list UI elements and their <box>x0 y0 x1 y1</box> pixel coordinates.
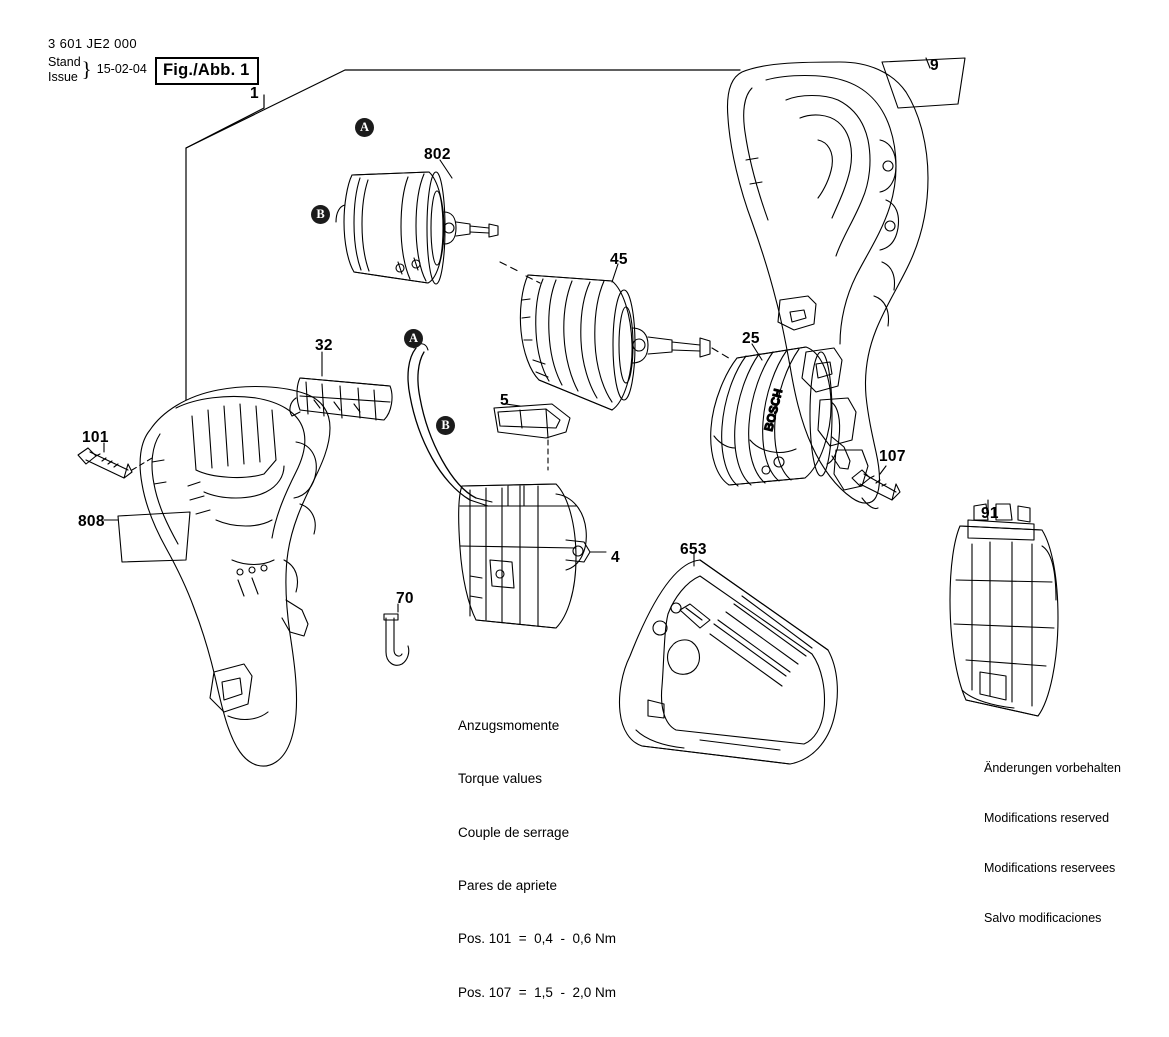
callout-4: 4 <box>611 549 620 566</box>
torque-line-5: Pos. 101 = 0,4 - 0,6 Nm <box>458 931 616 947</box>
part-4-module <box>459 484 606 628</box>
badge-b-wire: B <box>436 416 455 435</box>
note-line-4: Salvo modificaciones <box>984 910 1102 925</box>
issue-label: Issue <box>48 69 78 84</box>
figure-label: Fig./Abb. 1 <box>163 61 250 79</box>
screw-107 <box>852 470 900 500</box>
part-number: 3 601 JE2 000 <box>48 36 138 51</box>
torque-line-3: Couple de serrage <box>458 824 570 840</box>
callout-9: 9 <box>930 57 939 74</box>
brace-glyph: } <box>81 57 92 82</box>
part-70-clip <box>384 614 409 665</box>
callout-91: 91 <box>981 505 999 522</box>
note-line-1: Änderungen vorbehalten <box>984 761 1121 776</box>
callout-32: 32 <box>315 337 333 354</box>
callout-653: 653 <box>680 541 707 558</box>
chuck-brand-label: BOSCH <box>761 387 786 433</box>
stand-label: Stand <box>48 55 81 70</box>
note-line-2: Modifications reserved <box>984 811 1110 826</box>
callout-5: 5 <box>500 392 509 409</box>
modification-note <box>984 727 1121 960</box>
gearbox-assembly <box>520 275 710 410</box>
callout-808: 808 <box>78 513 105 530</box>
torque-values-note <box>458 681 616 1037</box>
screw-101 <box>78 448 132 478</box>
callout-101: 101 <box>82 429 109 446</box>
torque-line-4: Pares de apriete <box>458 877 558 893</box>
note-line-3: Modifications reservees <box>984 861 1116 875</box>
battery-91 <box>950 504 1058 716</box>
part-32-cover <box>290 378 392 420</box>
part-5-cover <box>494 404 570 470</box>
housing-half-right <box>728 62 928 509</box>
housing-half-left <box>140 387 330 767</box>
callout-107: 107 <box>879 448 906 465</box>
callout-802: 802 <box>424 146 451 163</box>
torque-line-2: Torque values <box>458 771 543 787</box>
callout-45: 45 <box>610 251 628 268</box>
torque-line-6: Pos. 107 = 1,5 - 2,0 Nm <box>458 984 616 1000</box>
callout-70: 70 <box>396 590 414 607</box>
issue-date: 15-02-04 <box>96 61 147 76</box>
callout-1: 1 <box>250 85 259 102</box>
torque-line-1: Anzugsmomente <box>458 717 560 733</box>
badge-a-motor: A <box>355 118 374 137</box>
charger-653 <box>619 560 837 764</box>
badge-a-wire: A <box>404 329 423 348</box>
callout-25: 25 <box>742 330 760 347</box>
badge-b-motor: B <box>311 205 330 224</box>
motor-assembly <box>336 172 498 284</box>
drill-chuck <box>711 347 850 486</box>
